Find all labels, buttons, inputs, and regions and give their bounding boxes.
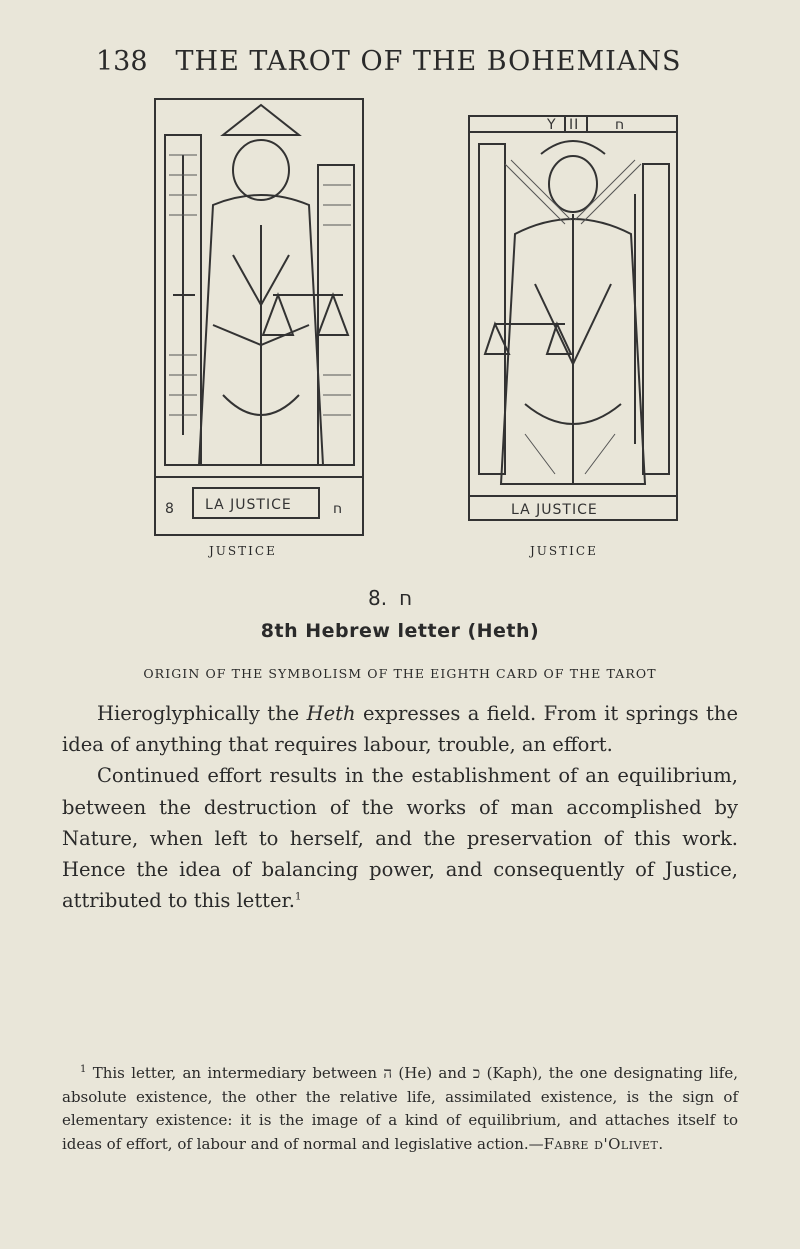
p1-text-a: Hieroglyphically the [97, 702, 307, 725]
section-title: ORIGIN OF THE SYMBOLISM OF THE EIGHTH CARD OF THE TAROT [143, 666, 657, 681]
card-top-cell-1: Y [547, 117, 557, 133]
paragraph-2 [62, 760, 738, 916]
footnote-ref: 1 [294, 891, 302, 903]
card-label-left: LA JUSTICE [205, 497, 292, 513]
footnote-text-b: (He) and [392, 1064, 473, 1082]
card-hebrew-mark-left: ח [333, 501, 344, 517]
page-header [96, 46, 736, 77]
running-title: THE TAROT OF THE BOHEMIANS [175, 46, 682, 77]
justice-card-right-illustration [465, 104, 683, 532]
footnote-text-a: This letter, an intermediary between [92, 1064, 384, 1082]
letter-number [368, 586, 412, 610]
letter-index: 8. [368, 586, 388, 610]
card-top-cell-3: ח [615, 117, 626, 133]
justice-card-left-illustration [153, 95, 375, 543]
page-number: 138 [96, 46, 148, 77]
p2-text: Continued effort results in the establishment of an equilibrium, between the destruction of the works of man accomplished by Nature, when left to herself, and the preservation of this work. Hence the idea of balancing power, and consequently of Justice, attributed to this letter. [62, 764, 738, 913]
paragraph-1 [62, 698, 738, 760]
body-text [62, 698, 738, 916]
footnote-marker: 1 [80, 1064, 87, 1075]
p1-italic-heth: Heth [306, 702, 356, 725]
footnote-author: Fabre d'Olivet. [543, 1134, 664, 1153]
footnote [62, 1062, 738, 1156]
footnote-text-c: (Kaph), the one designating life, absolute existence, the other the relative life, assimilated existence, is the sign of elementary existence: it is the image of a kind of equilibrium, and attaches itself to ideas of effort, of labour and of normal and legislative action.— [62, 1064, 738, 1153]
card-label-right: LA JUSTICE [511, 502, 598, 518]
caption-left: JUSTICE [209, 544, 277, 558]
p1-text-b: expresses a field. From it springs the idea of anything that requires labour, trouble, an effort. [62, 702, 738, 757]
caption-right: JUSTICE [530, 544, 598, 558]
footnote-kaph-glyph: כ [472, 1064, 481, 1082]
letter-name: 8th Hebrew letter (Heth) [260, 620, 540, 642]
card-number-mark: 8 [165, 501, 175, 517]
hebrew-glyph: ח [399, 586, 413, 610]
footnote-he-glyph: ה [383, 1064, 393, 1082]
card-top-cell-2: II [569, 117, 580, 133]
